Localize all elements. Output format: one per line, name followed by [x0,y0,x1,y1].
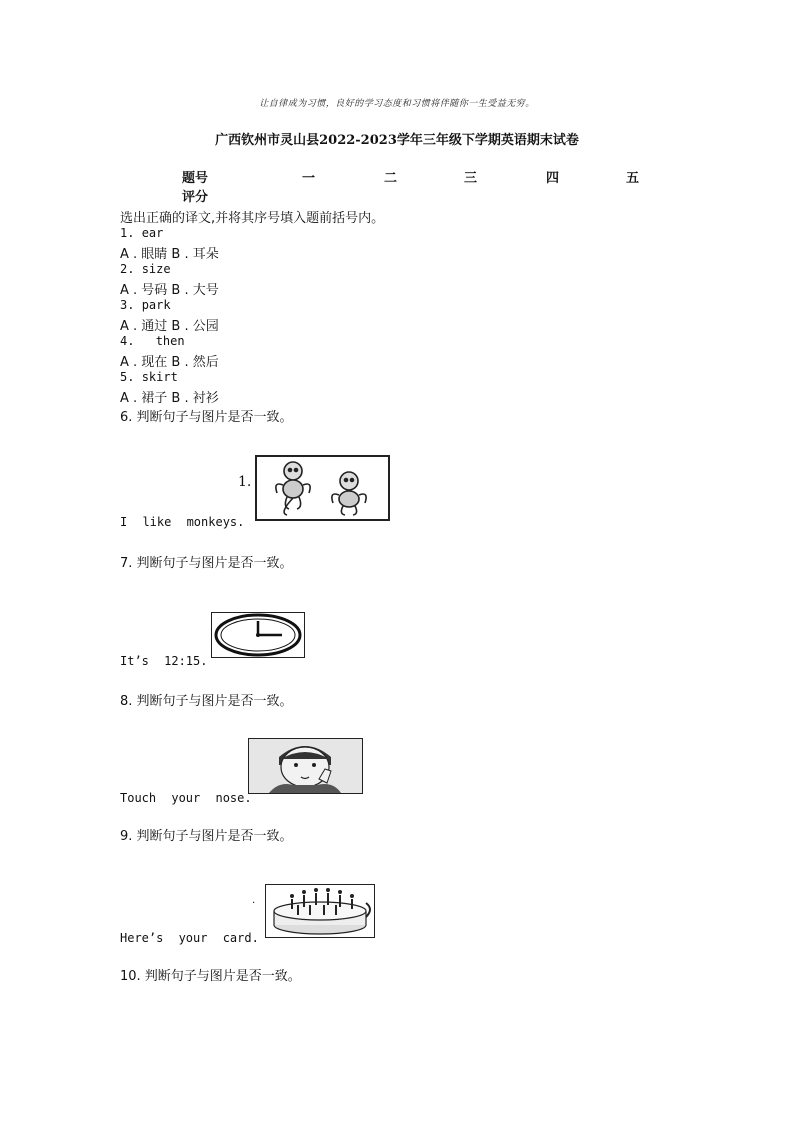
page-title: 广西钦州市灵山县2022-2023学年三年级下学期英语期末试卷 [215,133,579,148]
question-6-heading: 6. 判断句子与图片是否一致。 [120,410,293,425]
vocab-options-2: A . 号码 B . 大号 [120,283,219,298]
boy-face-icon [248,738,363,794]
vocab-word: park [141,298,171,312]
question-7-sentence: It’s 12:15. [120,654,208,668]
question-number: 4. [120,334,135,348]
question-10-heading: 10. 判断句子与图片是否一致。 [120,969,301,984]
score-table-col-3: 三 [464,171,478,186]
section-instruction: 选出正确的译文,并将其序号填入题前括号内。 [120,211,385,226]
question-number: 1. [120,226,135,240]
question-9-sentence: Here’s your card. [120,931,259,945]
vocab-item-4 [120,334,185,348]
vocab-options-1: A . 眼睛 B . 耳朵 [120,247,219,262]
score-table-score-label: 评分 [182,190,209,205]
question-6-sentence: I like monkeys. [120,515,245,529]
vocab-item-1 [120,226,163,240]
birthday-cake-icon [265,884,375,938]
question-number: 2. [120,262,135,276]
vocab-item-5 [120,370,178,384]
score-table-col-5: 五 [626,171,640,186]
score-table-header-label: 题号 [182,171,209,186]
score-table-col-4: 四 [546,171,560,186]
vocab-word: size [141,262,171,276]
vocab-word: ear [141,226,164,240]
question-number: 5. [120,370,135,384]
vocab-options-4: A . 现在 B . 然后 [120,355,219,370]
score-table-col-2: 二 [384,171,398,186]
monkeys-icon [255,455,390,521]
question-7-heading: 7. 判断句子与图片是否一致。 [120,556,293,571]
question-8-sentence: Touch your nose. [120,791,252,805]
question-number: 3. [120,298,135,312]
question-8-heading: 8. 判断句子与图片是否一致。 [120,694,293,709]
clock-icon [211,612,305,658]
vocab-item-2 [120,262,171,276]
motto: 让自律成为习惯，良好的学习态度和习惯将伴随你一生受益无穷。 [259,99,535,109]
vocab-word: skirt [141,370,178,384]
question-9-heading: 9. 判断句子与图片是否一致。 [120,829,293,844]
vocab-options-5: A . 裙子 B . 衬衫 [120,391,219,406]
picture-label: 1. [238,474,252,490]
dot-mark: · [252,898,256,909]
vocab-options-3: A . 通过 B . 公园 [120,319,219,334]
vocab-item-3 [120,298,171,312]
score-table-col-1: 一 [302,171,316,186]
vocab-word: then [155,334,185,348]
